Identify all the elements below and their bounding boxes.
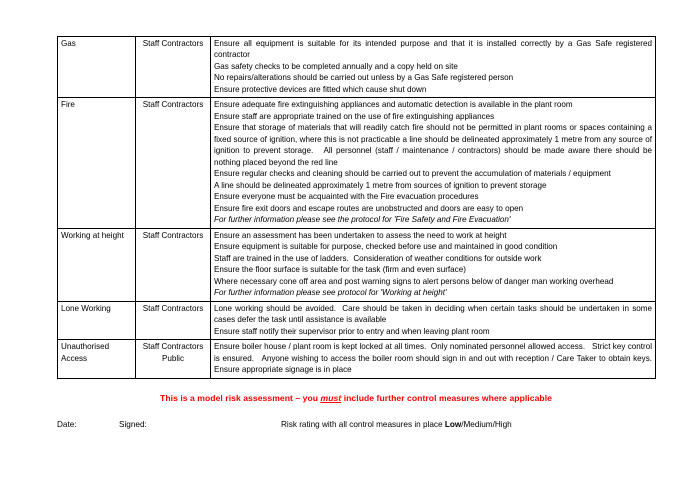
- control-line: A line should be delineated approximately 1 metre from sources of ignition to prevent storage: [214, 180, 547, 190]
- control-line: Ensure staff are appropriate trained on the use of fire extinguishing appliances: [214, 111, 495, 121]
- controls-cell: [211, 340, 659, 378]
- hazard-label: Lone Working: [61, 303, 111, 313]
- risk-rating-selected: Low: [444, 419, 462, 429]
- control-line: Ensure that storage of materials that will readily catch fire should not be permitted in plant rooms or spaces containing a fixed source of ignition, where this is not practicable a line should be delineated approximately 1 metre from any source of ignition to prevent storage. All personnel (staff / maintenance / contractors) should be made aware there should be nothing placed beyond the red line: [214, 123, 655, 167]
- control-line: Staff are trained in the use of ladders. Consideration of weather conditions for outside work: [214, 253, 542, 263]
- warning-text-before: This is a model risk assessment – you: [160, 392, 321, 403]
- signoff-row: [57, 420, 655, 429]
- date-label: Date:: [57, 419, 77, 429]
- warning-emphasis-must: must: [320, 392, 342, 403]
- persons-item: Staff: [142, 342, 160, 352]
- persons-cell: [136, 340, 211, 378]
- hazard-label: Fire: [61, 100, 75, 110]
- control-line: Ensure everyone must be acquainted with the Fire evacuation procedures: [214, 192, 479, 202]
- control-line: Ensure adequate fire extinguishing appliances and automatic detection is available in the plant room: [214, 100, 573, 110]
- control-line: Where necessary cone off area and post warning signs to alert persons below of danger man working overhead: [214, 276, 614, 286]
- controls-cell: [211, 98, 656, 228]
- persons-item: Staff: [142, 39, 160, 48]
- warning-text-after: include further control measures where applicable: [341, 392, 552, 403]
- hazard-cell: [58, 340, 136, 378]
- persons-item: Staff: [142, 230, 160, 240]
- control-line: Ensure equipment is suitable for purpose, checked before use and maintained in good condition: [214, 242, 558, 252]
- model-assessment-warning: [57, 393, 655, 403]
- control-line-italic: For further information please see protocol for 'Working at height': [214, 288, 447, 298]
- persons-item: Contractors: [161, 230, 204, 240]
- control-line: Ensure regular checks and cleaning should be carried out to prevent the accumulation of materials / equipment: [214, 169, 611, 179]
- hazard-label: Gas: [61, 39, 76, 48]
- persons-item: Staff: [142, 303, 160, 313]
- control-line: Ensure staff notify their supervisor prior to entry and when leaving plant room: [214, 326, 490, 336]
- persons-cell: [136, 301, 211, 339]
- table-row: [58, 228, 656, 301]
- table-row: [58, 37, 656, 98]
- controls-cell: [211, 37, 656, 98]
- control-line: Ensure fire exit doors and escape routes are unobstructed and doors are easy to open: [214, 203, 524, 213]
- control-line-italic: For further information please see the protocol for 'Fire Safety and Fire Evacuation': [214, 215, 511, 225]
- hazard-cell: [58, 228, 136, 301]
- control-line: Ensure all equipment is suitable for its intended purpose and that it is installed correctly by a Gas Safe registered contractor: [214, 39, 652, 60]
- signed-label: Signed:: [119, 419, 147, 429]
- persons-item: Staff: [142, 100, 160, 110]
- persons-cell: [136, 37, 211, 98]
- control-line: Ensure protective devices are fitted which cause shut down: [214, 84, 427, 94]
- persons-cell: [136, 98, 211, 228]
- persons-item: Public: [161, 353, 185, 363]
- table-row: [58, 340, 656, 378]
- controls-cell: [211, 301, 656, 339]
- control-line: Ensure an assessment has been undertaken to assess the need to work at height: [214, 230, 507, 240]
- risk-rating-text: [281, 420, 512, 429]
- control-line: No repairs/alterations should be carried out unless by a Gas Safe registered person: [214, 73, 514, 83]
- risk-assessment-table: [57, 36, 659, 379]
- table-row: [58, 301, 656, 339]
- persons-item: Contractors: [161, 342, 204, 352]
- control-line: Gas safety checks to be completed annually and a copy held on site: [214, 61, 458, 71]
- control-line: Lone working should be avoided. Care should be taken in deciding when certain tasks should be undertaken in some cases defer the task until assistance is available: [214, 303, 655, 325]
- hazard-label: Unauthorised Access: [61, 342, 110, 363]
- control-line: Ensure the floor surface is suitable for the task (firm and even surface): [214, 265, 466, 275]
- table-body: [58, 37, 659, 379]
- persons-item: Contractors: [161, 100, 204, 110]
- controls-cell: [211, 228, 656, 301]
- persons-item: Contractors: [161, 39, 204, 48]
- persons-item: Contractors: [161, 303, 204, 313]
- hazard-cell: [58, 37, 136, 98]
- risk-rating-suffix: /Medium/High: [461, 419, 512, 429]
- hazard-cell: [58, 301, 136, 339]
- persons-cell: [136, 228, 211, 301]
- control-line: Ensure boiler house / plant room is kept locked at all times. Only nominated personnel allowed access. Strict key control is ensured. Anyone wishing to access the boiler room should sign in and out with reception / Care Taker to obtain keys. Ensure appropriate signage is in place: [214, 342, 659, 375]
- table-row: [58, 98, 656, 228]
- hazard-cell: [58, 98, 136, 228]
- risk-rating-prefix: Risk rating with all control measures in place: [281, 419, 445, 429]
- hazard-label: Working at height: [61, 230, 124, 240]
